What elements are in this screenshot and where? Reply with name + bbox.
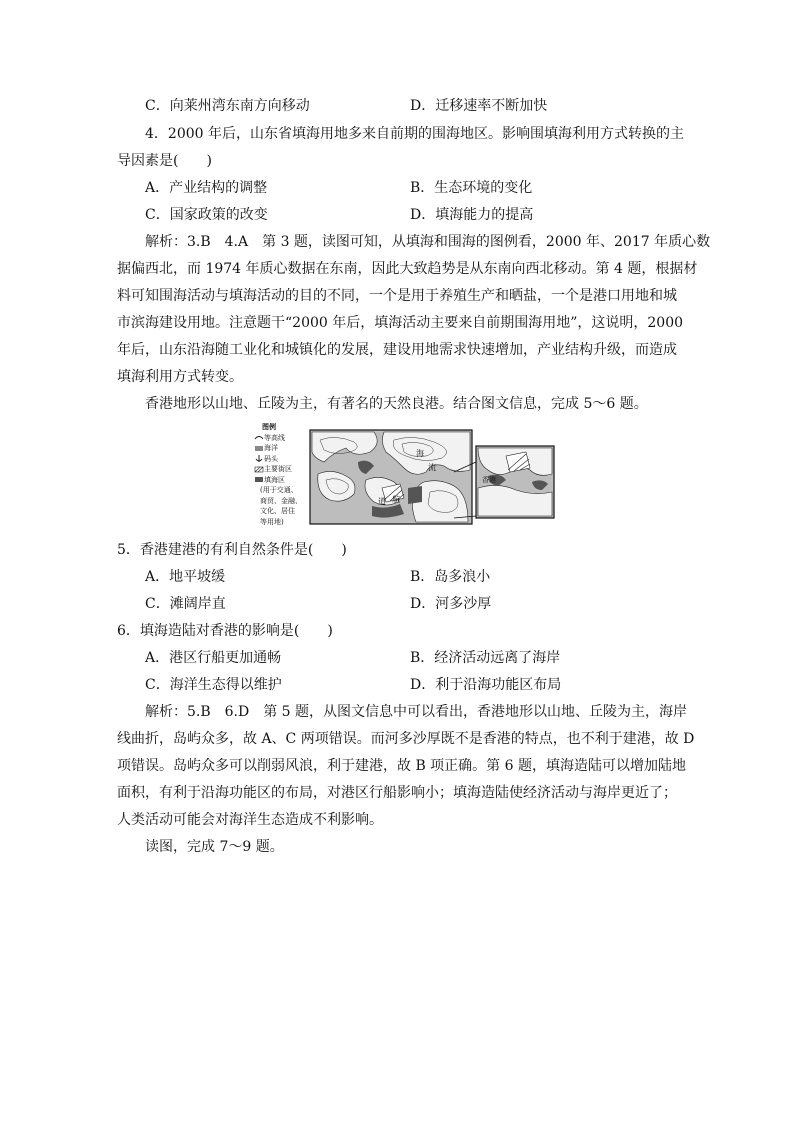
analysis2-line3: 项错误。岛屿众多可以削弱风浪，利于建港，故 B 项正确。第 6 题，填海造陆可以增加陆地 bbox=[117, 758, 686, 774]
analysis1-line5: 年后，山东沿海随工业化和城镇化的发展，建设用地需求快速增加，产业结构升级，而造成 bbox=[117, 342, 677, 358]
analysis2-line5: 人类活动可能会对海洋生态造成不利影响。 bbox=[117, 812, 383, 828]
q6-option-a: A．港区行船更加通畅 bbox=[145, 650, 282, 666]
analysis1-line1: 解析：3.B 4.A 第 3 题，读图可知，从填海和围海的图例看，2000 年、2017 年质心数 bbox=[145, 234, 711, 250]
q3-option-c: C．向莱州湾东南方向移动 bbox=[145, 98, 310, 114]
q6-option-d: D．利于沿海功能区布局 bbox=[410, 677, 562, 693]
legend-contour: 等高线 bbox=[254, 433, 310, 444]
q4-option-b: B．生态环境的变化 bbox=[410, 180, 533, 196]
map-label-hai: 海 bbox=[416, 449, 424, 458]
q5-option-a: A．地平坡缓 bbox=[145, 569, 226, 585]
q3-option-d: D．迁移速率不断加快 bbox=[410, 98, 548, 114]
legend-note-1: (用于交通、 bbox=[260, 486, 298, 494]
q5-option-b: B．岛多浪小 bbox=[410, 569, 491, 585]
q4-option-a: A．产业结构的调整 bbox=[145, 180, 268, 196]
legend-note-4: 等用地) bbox=[260, 517, 284, 526]
intro-q5-6: 香港地形以山地、丘陵为主，有著名的天然良港。结合图文信息，完成 5～6 题。 bbox=[145, 396, 648, 412]
q5-option-c: C．滩阔岸直 bbox=[145, 596, 226, 612]
map-label-dao: 道 bbox=[378, 497, 386, 506]
analysis2-line1: 解析：5.B 6.D 第 5 题，从图文信息中可以看出，香港地形以山地、丘陵为主，海岸 bbox=[145, 704, 688, 720]
hong-kong-map-figure bbox=[254, 422, 557, 534]
legend-note-2: 商贸、金融、 bbox=[260, 496, 302, 505]
q4-stem-line2: 导因素是( ) bbox=[117, 153, 212, 169]
legend-title: 图例 bbox=[262, 422, 276, 431]
analysis1-line3: 料可知围海活动与填海活动的目的不同，一个是用于养殖生产和晒盐，一个是港口用地和城 bbox=[117, 288, 677, 304]
legend-pier: 码头 bbox=[254, 454, 310, 465]
analysis1-line4: 市滨海建设用地。注意题干“2000 年后，填海活动主要来自前期围海用地”，这说明，2000 bbox=[117, 315, 684, 331]
q5-option-d: D．河多沙厚 bbox=[410, 596, 492, 612]
analysis1-line2: 据偏西北，而 1974 年质心数据在东南，因此大致趋势是从东南向西北移动。第 4 题，根据材 bbox=[117, 261, 698, 277]
analysis2-line4: 面积，有利于沿海功能区的布局，对港区行船影响小；填海造陆使经济活动与海岸更近了； bbox=[117, 785, 677, 801]
map-label-hang: 航 bbox=[392, 495, 400, 504]
analysis1-line6: 填海利用方式转变。 bbox=[117, 369, 243, 385]
legend-district: 主要街区 bbox=[254, 464, 310, 475]
q6-option-b: B．经济活动远离了海岸 bbox=[410, 650, 561, 666]
map-graphic bbox=[254, 422, 557, 534]
q6-option-c: C．海洋生态得以维护 bbox=[145, 677, 282, 693]
legend-note-3: 文化、居住 bbox=[260, 507, 295, 515]
q4-stem-line1: 4．2000 年后，山东省填海用地多来自前期的围海地区。影响围填海利用方式转换的主 bbox=[145, 126, 684, 142]
intro-q7-9: 读图，完成 7～9 题。 bbox=[145, 839, 284, 855]
q5-stem: 5．香港建港的有利自然条件是( ) bbox=[117, 542, 347, 558]
map-label-hongkong: 香港 bbox=[482, 476, 496, 484]
q4-option-d: D．填海能力的提高 bbox=[410, 207, 534, 223]
q4-option-c: C．国家政策的改变 bbox=[145, 207, 268, 223]
q6-stem: 6．填海造陆对香港的影响是( ) bbox=[117, 623, 333, 639]
analysis2-line2: 线曲折，岛屿众多，故 A、C 两项错误。而河多沙厚既不是香港的特点，也不利于建港，故 D bbox=[117, 731, 695, 747]
map-label-liu: 流 bbox=[428, 463, 436, 472]
legend-reclaim: 填海区 bbox=[254, 475, 310, 486]
legend-ocean: 海洋 bbox=[254, 443, 310, 454]
